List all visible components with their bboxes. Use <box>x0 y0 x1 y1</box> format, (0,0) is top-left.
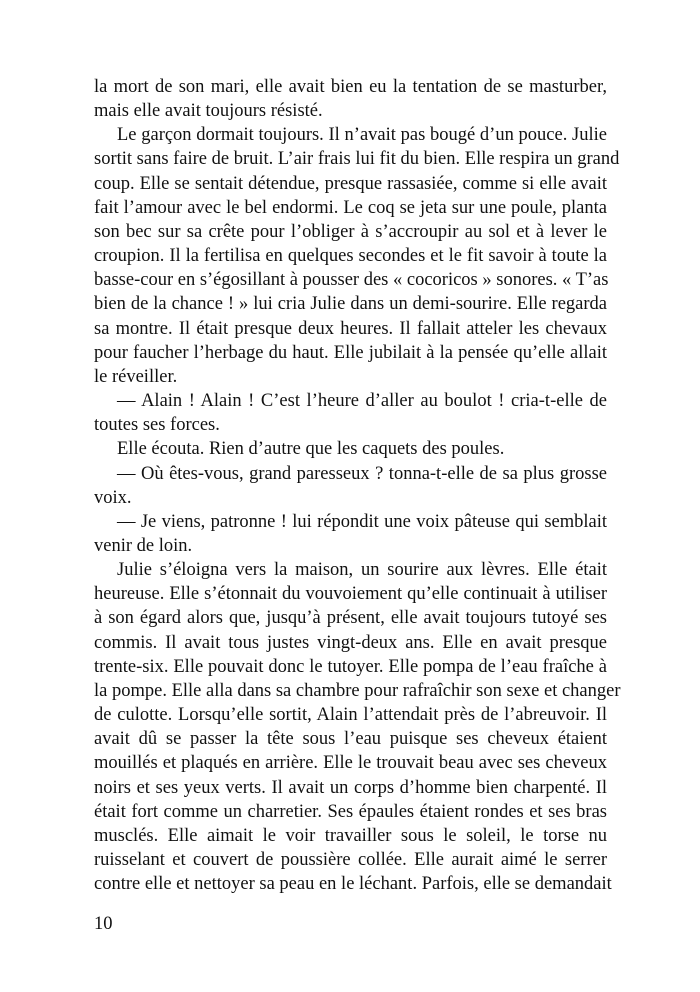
text-line: heureuse. Elle s’étonnait du vouvoiement qu’elle continuait à utiliser <box>94 584 607 605</box>
text-line: sortit sans faire de bruit. L’air frais lui fit du bien. Elle respira un grand <box>94 149 620 170</box>
text-line: bien de la chance ! » lui cria Julie dans un demi-sourire. Elle regarda <box>94 294 607 315</box>
text-line: trente-six. Elle pouvait donc le tutoyer. Elle pompa de l’eau fraîche à <box>94 656 607 677</box>
text-line: ruisselant et couvert de poussière collée. Elle aurait aimé le serrer <box>94 850 607 870</box>
text-line: fait l’amour avec le bel endormi. Le coq se jeta sur une poule, planta <box>94 197 607 218</box>
text-line: venir de loin. <box>94 535 193 556</box>
paragraph <box>94 437 607 461</box>
page-body <box>94 75 621 896</box>
text-line: contre elle et nettoyer sa peau en le léchant. Parfois, elle se demandait <box>94 874 612 895</box>
text-line: la pompe. Elle alla dans sa chambre pour rafraîchir son sexe et changer <box>94 680 621 701</box>
text-line: de culotte. Lorsqu’elle sortit, Alain l’attendait près de l’abreuvoir. Il <box>94 705 607 726</box>
text-line: — Je viens, patronne ! lui répondit une voix pâteuse qui semblait <box>117 511 607 532</box>
page-number: 10 <box>94 914 113 934</box>
text-line: croupion. Il la fertilisa en quelques secondes et le fit savoir à toute la <box>94 246 607 267</box>
text-line: toutes ses forces. <box>94 415 220 436</box>
text-line: pour faucher l’herbage du haut. Elle jubilait à la pensée qu’elle allait <box>94 342 607 363</box>
text-line: basse-cour en s’égosillant à pousser des « cocoricos » sonores. « T’as <box>94 270 609 291</box>
text-line: le réveiller. <box>94 366 178 387</box>
paragraph <box>94 123 620 389</box>
paragraph <box>94 558 621 896</box>
text-line: était fort comme un charretier. Ses épaules étaient rondes et ses bras <box>94 801 607 822</box>
paragraph <box>94 389 607 437</box>
text-line: Elle écouta. Rien d’autre que les caquets des poules. <box>117 439 505 460</box>
paragraph <box>94 462 607 510</box>
text-line: avait dû se passer la tête sous l’eau puisque ses cheveux étaient <box>94 729 607 750</box>
text-line: mouillés et plaqués en arrière. Elle le trouvait beau avec ses cheveux <box>94 753 607 774</box>
text-line: la mort de son mari, elle avait bien eu la tentation de se masturber, <box>94 77 607 97</box>
text-line: voix. <box>94 487 132 508</box>
text-line: coup. Elle se sentait détendue, presque rassasiée, comme si elle avait <box>94 173 607 194</box>
text-line: — Alain ! Alain ! C’est l’heure d’aller au boulot ! cria-t-elle de <box>117 391 607 412</box>
paragraph <box>94 75 607 123</box>
text-line: sa montre. Il était presque deux heures. Il fallait atteler les chevaux <box>94 318 607 339</box>
text-line: noirs et ses yeux verts. Il avait un corps d’homme bien charpenté. Il <box>94 777 607 798</box>
text-line: musclés. Elle aimait le voir travailler sous le soleil, le torse nu <box>94 825 607 846</box>
text-line: mais elle avait toujours résisté. <box>94 101 323 122</box>
text-line: Le garçon dormait toujours. Il n’avait pas bougé d’un pouce. Julie <box>117 125 607 146</box>
text-line: commis. Il avait tous justes vingt-deux ans. Elle en avait presque <box>94 632 607 653</box>
text-line: son bec sur sa crête pour l’obliger à s’accroupir au sol et à lever le <box>94 221 607 242</box>
paragraph <box>94 510 607 558</box>
text-line: à son égard alors que, jusqu’à présent, elle avait toujours tutoyé ses <box>94 608 607 629</box>
text-line: Julie s’éloigna vers la maison, un sourire aux lèvres. Elle était <box>117 560 607 581</box>
text-line: — Où êtes-vous, grand paresseux ? tonna-t-elle de sa plus grosse <box>117 463 607 484</box>
